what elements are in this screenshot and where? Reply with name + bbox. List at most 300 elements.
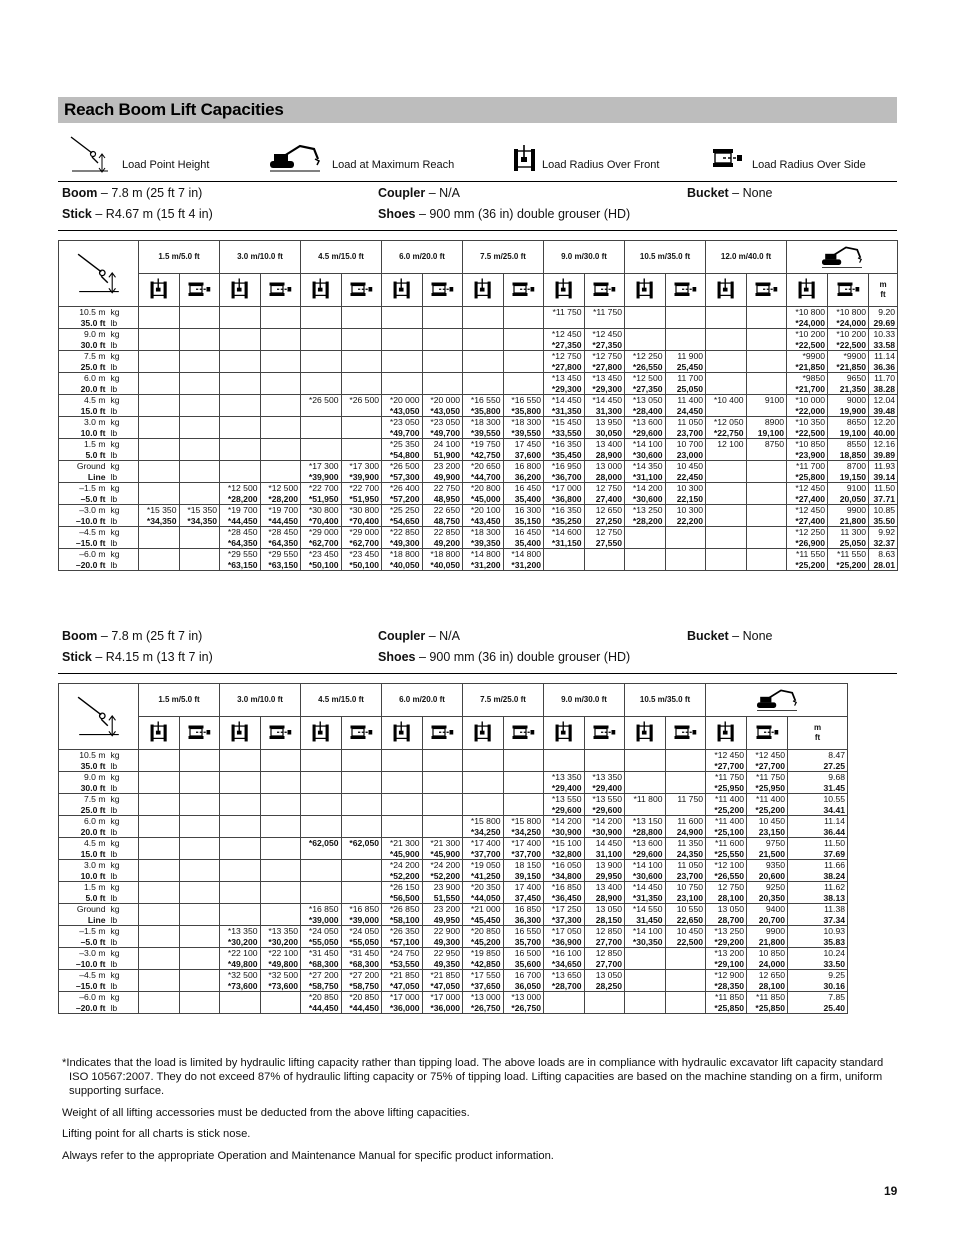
capacity-kg: 13 050 <box>717 904 745 914</box>
capacity-kg: *24 200 <box>430 860 461 870</box>
side-col-header <box>260 274 301 307</box>
capacity-cell <box>260 483 301 505</box>
capacity-lb: 38.28 <box>873 383 896 394</box>
capacity-lb: 29.69 <box>873 317 896 328</box>
capacity-lb: *35,800 <box>511 405 542 416</box>
capacity-cell <box>260 948 301 970</box>
capacity-lb: *45,900 <box>430 848 461 859</box>
capacity-cell <box>625 439 666 461</box>
capacity-kg: 10.55 <box>823 794 846 804</box>
capacity-kg: 12 650 <box>595 505 623 515</box>
capacity-lb: *30,900 <box>551 826 582 837</box>
capacity-lb: *56,500 <box>389 892 420 903</box>
front-col-header <box>220 274 261 307</box>
capacity-cell <box>665 505 706 527</box>
capacity-kg: *16 350 <box>551 505 582 515</box>
capacity-kg: *10 200 <box>836 329 867 339</box>
capacity-lb: 19,900 <box>839 405 867 416</box>
table-row <box>59 926 848 948</box>
load-radius-front-icon <box>635 721 655 745</box>
load-radius-side-icon <box>835 281 861 299</box>
capacity-cell <box>463 860 504 882</box>
capacity-kg: *26 400 <box>389 483 420 493</box>
capacity-cell <box>584 351 625 373</box>
max-reach-capacity <box>828 483 869 505</box>
capacity-kg: *16 950 <box>551 461 582 471</box>
side-col-header <box>828 274 869 307</box>
capacity-lb: *44,450 <box>349 1002 380 1013</box>
capacity-lb: 23,000 <box>676 449 704 460</box>
capacity-cell <box>179 439 220 461</box>
capacity-cell <box>382 926 423 948</box>
capacity-cell <box>625 483 666 505</box>
capacity-lb: *27,350 <box>632 383 663 394</box>
capacity-lb: *36,000 <box>430 1002 461 1013</box>
capacity-kg: *17 000 <box>389 992 420 1002</box>
capacity-cell <box>382 970 423 992</box>
capacity-kg: *21 850 <box>430 970 461 980</box>
capacity-cell <box>260 882 301 904</box>
capacity-kg: *20 850 <box>470 926 501 936</box>
radius-header: 9.0 m/30.0 ft <box>544 241 625 274</box>
capacity-kg: 8550 <box>846 439 867 449</box>
capacity-cell <box>382 505 423 527</box>
capacity-kg: *16 550 <box>511 395 542 405</box>
capacity-cell <box>422 329 463 351</box>
capacity-cell <box>341 838 382 860</box>
capacity-cell <box>139 794 180 816</box>
capacity-kg: 13 050 <box>595 970 623 980</box>
capacity-cell <box>260 527 301 549</box>
load-height: 4.5 m 15.0 ft <box>59 395 109 417</box>
load-radius-front-icon <box>554 721 574 745</box>
capacity-cell <box>301 860 342 882</box>
capacity-kg: 12.04 <box>873 395 896 405</box>
capacity-cell <box>220 772 261 794</box>
capacity-kg: 8900 <box>764 417 785 427</box>
capacity-kg: 10 700 <box>676 439 704 449</box>
capacity-cell <box>665 549 706 571</box>
capacity-kg: 9900 <box>846 505 867 515</box>
capacity-kg: *14 100 <box>632 439 663 449</box>
capacity-kg: 12.16 <box>873 439 896 449</box>
capacity-cell <box>584 860 625 882</box>
capacity-kg: 10.33 <box>873 329 896 339</box>
capacity-kg: *18 300 <box>470 527 501 537</box>
capacity-cell <box>503 838 544 860</box>
spec-coupler: Coupler – N/A <box>378 186 460 200</box>
capacity-cell <box>179 417 220 439</box>
capacity-cell <box>301 838 342 860</box>
capacity-kg: *11 600 <box>715 838 745 848</box>
table-row <box>59 395 898 417</box>
capacity-cell <box>139 882 180 904</box>
capacity-kg: 11 900 <box>677 351 704 361</box>
capacity-kg: *28 450 <box>268 527 299 537</box>
capacity-lb: 33.58 <box>873 339 896 350</box>
capacity-lb: *34,250 <box>470 826 501 837</box>
max-reach-distance <box>869 417 898 439</box>
front-col-header <box>787 274 828 307</box>
capacity-kg: *18 800 <box>389 549 420 559</box>
capacity-cell <box>422 948 463 970</box>
capacity-kg: *17 400 <box>470 838 501 848</box>
capacity-kg: *10 350 <box>795 417 826 427</box>
radius-header: 7.5 m/25.0 ft <box>463 241 544 274</box>
capacity-cell <box>544 329 585 351</box>
capacity-cell <box>625 794 666 816</box>
capacity-cell <box>665 351 706 373</box>
capacity-kg: *12 450 <box>551 329 582 339</box>
capacity-kg: *12 250 <box>632 351 663 361</box>
capacity-lb: *39,000 <box>349 914 380 925</box>
table-row <box>59 527 898 549</box>
capacity-lb: *52,200 <box>389 870 420 881</box>
capacity-lb: 28,250 <box>595 980 623 991</box>
capacity-cell <box>382 750 423 772</box>
capacity-cell <box>584 373 625 395</box>
capacity-kg: *17 550 <box>470 970 501 980</box>
capacity-lb: *29,400 <box>592 782 623 793</box>
capacity-cell <box>544 750 585 772</box>
capacity-lb: *37,300 <box>551 914 582 925</box>
capacity-kg: 10.24 <box>823 948 846 958</box>
capacity-kg: 10 750 <box>676 882 704 892</box>
capacity-lb: 23,700 <box>676 870 704 881</box>
capacity-kg: *22 700 <box>349 483 380 493</box>
header-row <box>59 241 898 274</box>
capacity-cell <box>260 860 301 882</box>
load-max-reach-icon <box>817 245 867 269</box>
radius-header: 7.5 m/25.0 ft <box>463 684 544 717</box>
capacity-kg: 16 850 <box>514 904 542 914</box>
capacity-cell <box>341 329 382 351</box>
capacity-kg: 9650 <box>846 373 867 383</box>
capacity-lb: *39,550 <box>470 427 501 438</box>
capacity-lb: *62,050 <box>349 838 380 848</box>
capacity-lb: *33,550 <box>551 427 582 438</box>
capacity-lb: *58,100 <box>389 914 420 925</box>
max-reach-capacity <box>747 948 788 970</box>
load-point-height-icon <box>71 252 127 296</box>
capacity-cell <box>706 351 747 373</box>
table-row <box>59 307 898 329</box>
capacity-lb: *49,700 <box>389 427 420 438</box>
capacity-cell <box>179 750 220 772</box>
max-reach-distance <box>869 483 898 505</box>
capacity-cell <box>544 395 585 417</box>
unit-m-ft: m ft <box>869 274 898 307</box>
capacity-cell <box>382 948 423 970</box>
capacity-kg: *31 450 <box>308 948 339 958</box>
capacity-lb: 37.69 <box>823 848 846 859</box>
capacity-lb: *26,750 <box>470 1002 501 1013</box>
capacity-kg: 11 750 <box>677 794 704 804</box>
capacity-cell <box>584 329 625 351</box>
load-radius-side-icon <box>591 281 617 299</box>
capacity-cell <box>139 948 180 970</box>
capacity-lb: *27,800 <box>551 361 582 372</box>
table-row <box>59 816 848 838</box>
capacity-cell <box>301 307 342 329</box>
radius-header: 4.5 m/15.0 ft <box>301 241 382 274</box>
capacity-kg: 11.38 <box>824 904 846 914</box>
capacity-cell <box>139 373 180 395</box>
capacity-lb: *49,800 <box>268 958 299 969</box>
capacity-cell <box>220 948 261 970</box>
unit-label: kg lb <box>109 373 139 395</box>
capacity-lb: 28,000 <box>595 471 623 482</box>
capacity-lb: *44,450 <box>268 515 299 526</box>
capacity-lb: 28,150 <box>595 914 623 925</box>
capacity-kg: 11.62 <box>824 882 846 892</box>
capacity-kg: *14 600 <box>551 527 582 537</box>
capacity-cell <box>463 970 504 992</box>
capacity-cell <box>260 838 301 860</box>
icon-row <box>59 274 898 307</box>
capacity-kg: 11.14 <box>874 351 896 361</box>
capacity-cell <box>260 549 301 571</box>
capacity-cell <box>422 838 463 860</box>
capacity-lb: 31,100 <box>595 848 623 859</box>
capacity-lb: 39.14 <box>873 471 896 482</box>
capacity-lb: *29,300 <box>592 383 623 394</box>
capacity-cell <box>706 439 747 461</box>
capacity-kg: 9100 <box>764 395 785 405</box>
capacity-kg: *14 100 <box>632 860 663 870</box>
capacity-lb: 25,050 <box>676 383 704 394</box>
capacity-lb: *25,100 <box>714 826 745 837</box>
capacity-kg: *16 350 <box>551 439 582 449</box>
capacity-cell <box>382 992 423 1014</box>
capacity-lb: 27,700 <box>595 936 623 947</box>
capacity-kg: 23 200 <box>433 904 461 914</box>
capacity-lb: *23,900 <box>795 449 826 460</box>
capacity-lb: 24,000 <box>758 958 786 969</box>
capacity-cell <box>584 505 625 527</box>
capacity-cell <box>503 750 544 772</box>
capacity-lb: *36,700 <box>551 471 582 482</box>
capacity-lb: *39,550 <box>511 427 542 438</box>
capacity-cell <box>220 505 261 527</box>
capacity-cell <box>544 992 585 1014</box>
capacity-cell <box>665 439 706 461</box>
unit-label: kg lb <box>109 329 139 351</box>
lift-table-2 <box>58 683 848 1014</box>
capacity-cell <box>179 307 220 329</box>
capacity-kg: *9850 <box>802 373 826 383</box>
max-reach-distance <box>869 439 898 461</box>
capacity-kg: *17 400 <box>511 838 542 848</box>
capacity-lb: *30,600 <box>632 449 663 460</box>
capacity-cell <box>625 373 666 395</box>
max-reach-capacity <box>706 970 747 992</box>
capacity-kg: *12 450 <box>795 483 826 493</box>
capacity-lb: *45,900 <box>389 848 420 859</box>
capacity-cell <box>503 794 544 816</box>
capacity-lb: *28,400 <box>632 405 663 416</box>
capacity-lb: 27,400 <box>595 493 623 504</box>
capacity-cell <box>260 417 301 439</box>
capacity-cell <box>463 483 504 505</box>
load-radius-side-icon <box>348 724 374 742</box>
capacity-cell <box>179 948 220 970</box>
capacity-cell <box>220 307 261 329</box>
capacity-kg: *29 000 <box>349 527 380 537</box>
capacity-kg: *13 600 <box>632 417 663 427</box>
capacity-lb: *49,300 <box>389 537 420 548</box>
table-row <box>59 948 848 970</box>
capacity-cell <box>584 307 625 329</box>
capacity-cell <box>503 329 544 351</box>
capacity-lb: *34,250 <box>511 826 542 837</box>
capacity-lb: 32.37 <box>873 537 896 548</box>
capacity-lb: *63,150 <box>227 559 258 570</box>
capacity-kg: *13 350 <box>227 926 258 936</box>
capacity-lb: 33.50 <box>823 958 846 969</box>
capacity-lb: *64,350 <box>268 537 299 548</box>
unit-label: kg lb <box>109 948 139 970</box>
capacity-lb: *29,400 <box>551 782 582 793</box>
page-number: 19 <box>884 1184 898 1198</box>
side-col-header <box>179 717 220 750</box>
capacity-cell <box>139 329 180 351</box>
capacity-lb: 19,150 <box>839 471 867 482</box>
capacity-cell <box>422 307 463 329</box>
capacity-kg: *17 250 <box>551 904 582 914</box>
capacity-cell <box>341 816 382 838</box>
capacity-cell <box>503 373 544 395</box>
capacity-lb: *51,950 <box>308 493 339 504</box>
capacity-cell <box>301 816 342 838</box>
capacity-kg: 16 300 <box>514 505 542 515</box>
capacity-lb: *30,900 <box>592 826 623 837</box>
capacity-kg: 10 300 <box>676 505 704 515</box>
capacity-cell <box>665 860 706 882</box>
spec-boom: Boom – 7.8 m (25 ft 7 in) <box>62 629 203 643</box>
capacity-cell <box>503 926 544 948</box>
capacity-cell <box>220 904 261 926</box>
capacity-cell <box>422 527 463 549</box>
capacity-cell <box>422 505 463 527</box>
capacity-kg: 11 400 <box>677 395 704 405</box>
notes <box>62 1056 892 1170</box>
capacity-cell <box>301 750 342 772</box>
capacity-kg: *30 800 <box>349 505 380 515</box>
capacity-lb: 36,050 <box>514 980 542 991</box>
capacity-cell <box>665 794 706 816</box>
capacity-lb: *43,450 <box>470 515 501 526</box>
capacity-cell <box>382 838 423 860</box>
capacity-kg: *13 350 <box>551 772 582 782</box>
capacity-cell <box>260 992 301 1014</box>
capacity-lb: 39.89 <box>873 449 896 460</box>
capacity-kg: 22 950 <box>433 948 461 958</box>
capacity-kg: *13 600 <box>632 838 663 848</box>
max-reach-capacity <box>787 307 828 329</box>
load-radius-front-icon <box>311 721 331 745</box>
capacity-cell <box>179 860 220 882</box>
capacity-cell <box>503 505 544 527</box>
capacity-lb: *28,700 <box>551 980 582 991</box>
table-row <box>59 549 898 571</box>
capacity-cell <box>625 882 666 904</box>
max-reach-distance <box>869 505 898 527</box>
capacity-cell <box>139 992 180 1014</box>
capacity-kg: *18 300 <box>470 417 501 427</box>
capacity-cell <box>544 816 585 838</box>
note-hydraulic: *Indicates that the load is limited by hydraulic lifting capacity rather than tipping load. The above loads are in compliance with hydraulic excavator lift capacity standard ISO 10567:2007. They do not exceed 87% of hydraulic lifting capacity or 75% of tipping load. Lifting capacities are based on the machine standing on a firm, uniform supporting surface. <box>62 1057 884 1097</box>
capacity-lb: 21,500 <box>758 848 786 859</box>
max-reach-capacity <box>747 926 788 948</box>
capacity-kg: 17 450 <box>514 439 542 449</box>
capacity-lb: 21,800 <box>839 515 867 526</box>
capacity-cell <box>260 794 301 816</box>
capacity-kg: *17 050 <box>551 926 582 936</box>
unit-label: kg lb <box>109 750 139 772</box>
front-col-header <box>139 717 180 750</box>
table-row <box>59 970 848 992</box>
capacity-lb: *35,250 <box>551 515 582 526</box>
capacity-cell <box>260 505 301 527</box>
capacity-cell <box>422 904 463 926</box>
capacity-cell <box>463 417 504 439</box>
capacity-cell <box>341 750 382 772</box>
capacity-cell <box>625 329 666 351</box>
capacity-lb: 49,200 <box>433 537 461 548</box>
capacity-kg: *15 800 <box>470 816 501 826</box>
capacity-kg: *20 000 <box>389 395 420 405</box>
capacity-lb: *41,250 <box>470 870 501 881</box>
side-col-header <box>503 274 544 307</box>
capacity-kg: *19 700 <box>268 505 299 515</box>
load-height: –3.0 m –10.0 ft <box>59 948 109 970</box>
capacity-kg: *13 450 <box>551 373 582 383</box>
capacity-lb: 37.71 <box>873 493 896 504</box>
capacity-cell <box>382 794 423 816</box>
capacity-cell <box>422 794 463 816</box>
capacity-lb: *73,600 <box>227 980 258 991</box>
capacity-kg: *24 050 <box>349 926 380 936</box>
capacity-cell <box>625 395 666 417</box>
capacity-kg: *17 000 <box>551 483 582 493</box>
divider <box>58 230 897 231</box>
capacity-cell <box>341 970 382 992</box>
capacity-kg: 9400 <box>765 904 786 914</box>
capacity-cell <box>220 992 261 1014</box>
capacity-cell <box>139 838 180 860</box>
capacity-cell <box>301 882 342 904</box>
capacity-cell <box>463 373 504 395</box>
load-height: 10.5 m 35.0 ft <box>59 750 109 772</box>
header-row <box>59 684 848 717</box>
capacity-lb: 31,450 <box>636 914 663 925</box>
capacity-cell <box>139 549 180 571</box>
capacity-lb: *21,850 <box>836 361 867 372</box>
capacity-lb: *47,050 <box>430 980 461 991</box>
capacity-lb: *37,700 <box>470 848 501 859</box>
spec-stick: Stick – R4.67 m (15 ft 4 in) <box>62 207 213 221</box>
capacity-cell <box>665 992 706 1014</box>
capacity-cell <box>584 772 625 794</box>
capacity-kg: *26 150 <box>389 882 420 892</box>
capacity-cell <box>341 549 382 571</box>
capacity-lb: 27,700 <box>595 958 623 969</box>
max-reach-capacity <box>747 750 788 772</box>
capacity-cell <box>503 549 544 571</box>
capacity-kg: 12 750 <box>717 882 745 892</box>
capacity-lb: 21,800 <box>758 936 786 947</box>
